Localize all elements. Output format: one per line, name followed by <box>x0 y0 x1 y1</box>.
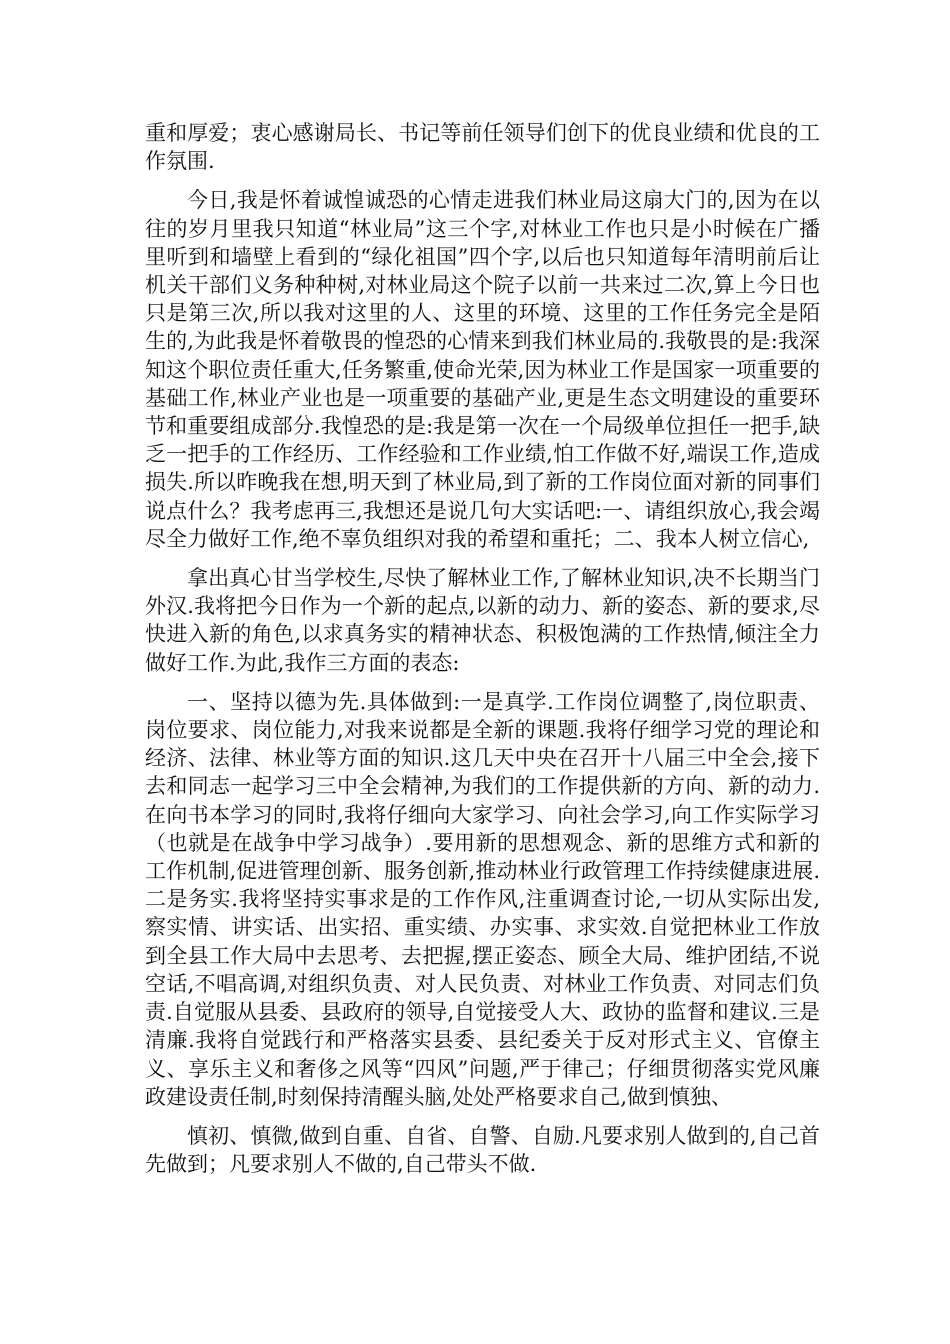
document-body <box>145 119 820 1189</box>
paragraph-4: 一、坚持以德为先.具体做到:一是真学.工作岗位调整了,岗位职责、岗位要求、岗位能力,对我来说都是全新的课题.我将仔细学习党的理论和经济、法律、林业等方面的知识.这几天中央在召开十八届三中全会,接下去和同志一起学习三中全会精神,为我们的工作提供新的方向、新的动力.在向书本学习的同时,我将仔细向大家学习、向社会学习,向工作实际学习（也就是在战争中学习战争）.要用新的思想观念、新的思维方式和新的工作机制,促进管理创新、服务创新,推动林业行政管理工作持续健康进展.二是务实.我将坚持实事求是的工作作风,注重调查讨论,一切从实际出发,察实情、讲实话、出实招、重实绩、办实事、求实效.自觉把林业工作放到全县工作大局中去思考、去把握,摆正姿态、顾全大局、维护团结,不说空话,不唱高调,对组织负责、对人民负责、对林业工作负责、对同志们负责.自觉服从县委、县政府的领导,自觉接受人大、政协的监督和建议.三是清廉.我将自觉践行和严格落实县委、县纪委关于反对形式主义、官僚主义、享乐主义和奢侈之风等“四风”问题,严于律己；仔细贯彻落实党风廉政建设责任制,时刻保持清醒头脑,处处严格要求自己,做到慎独、 <box>145 689 820 1109</box>
paragraph-3: 拿出真心甘当学校生,尽快了解林业工作,了解林业知识,决不长期当门外汉.我将把今日作为一个新的起点,以新的动力、新的姿态、新的要求,尽快进入新的角色,以求真务实的精神状态、积极饱满的工作热情,倾注全力做好工作.为此,我作三方面的表态: <box>145 566 820 675</box>
paragraph-5: 慎初、慎微,做到自重、自省、自警、自励.凡要求别人做到的,自己首先做到；凡要求别人不做的,自己带头不做. <box>145 1123 820 1177</box>
paragraph-1: 重和厚爱；衷心感谢局长、书记等前任领导们创下的优良业绩和优良的工作氛围. <box>145 121 820 174</box>
paragraph-2: 今日,我是怀着诚惶诚恐的心情走进我们林业局这扇大门的,因为在以往的岁月里我只知道“林业局”这三个字,对林业工作也只是小时候在广播里听到和墙壁上看到的“绿化祖国”四个字,以后也只知道每年清明前后让机关干部们义务种种树,对林业局这个院子以前一共来过二次,算上今日也只是第三次,所以我对这里的人、这里的环境、这里的工作任务完全是陌生的,为此我是怀着敬畏的惶恐的心情来到我们林业局的.我敬畏的是:我深知这个职位责任重大,任务繁重,使命光荣,因为林业工作是国家一项重要的基础工作,林业产业也是一项重要的基础产业,更是生态文明建设的重要环节和重要组成部分.我惶恐的是:我是第一次在一个局级单位担任一把手,缺乏一把手的工作经历、工作经验和工作业绩,怕工作做不好,端误工作,造成损失.所以昨晚我在想,明天到了林业局,到了新的工作岗位面对新的同事们说点什么？我考虑再三,我想还是说几句大实话吧:一、请组织放心,我会竭尽全力做好工作,绝不辜负组织对我的希望和重托；二、我本人树立信心, <box>145 188 820 551</box>
